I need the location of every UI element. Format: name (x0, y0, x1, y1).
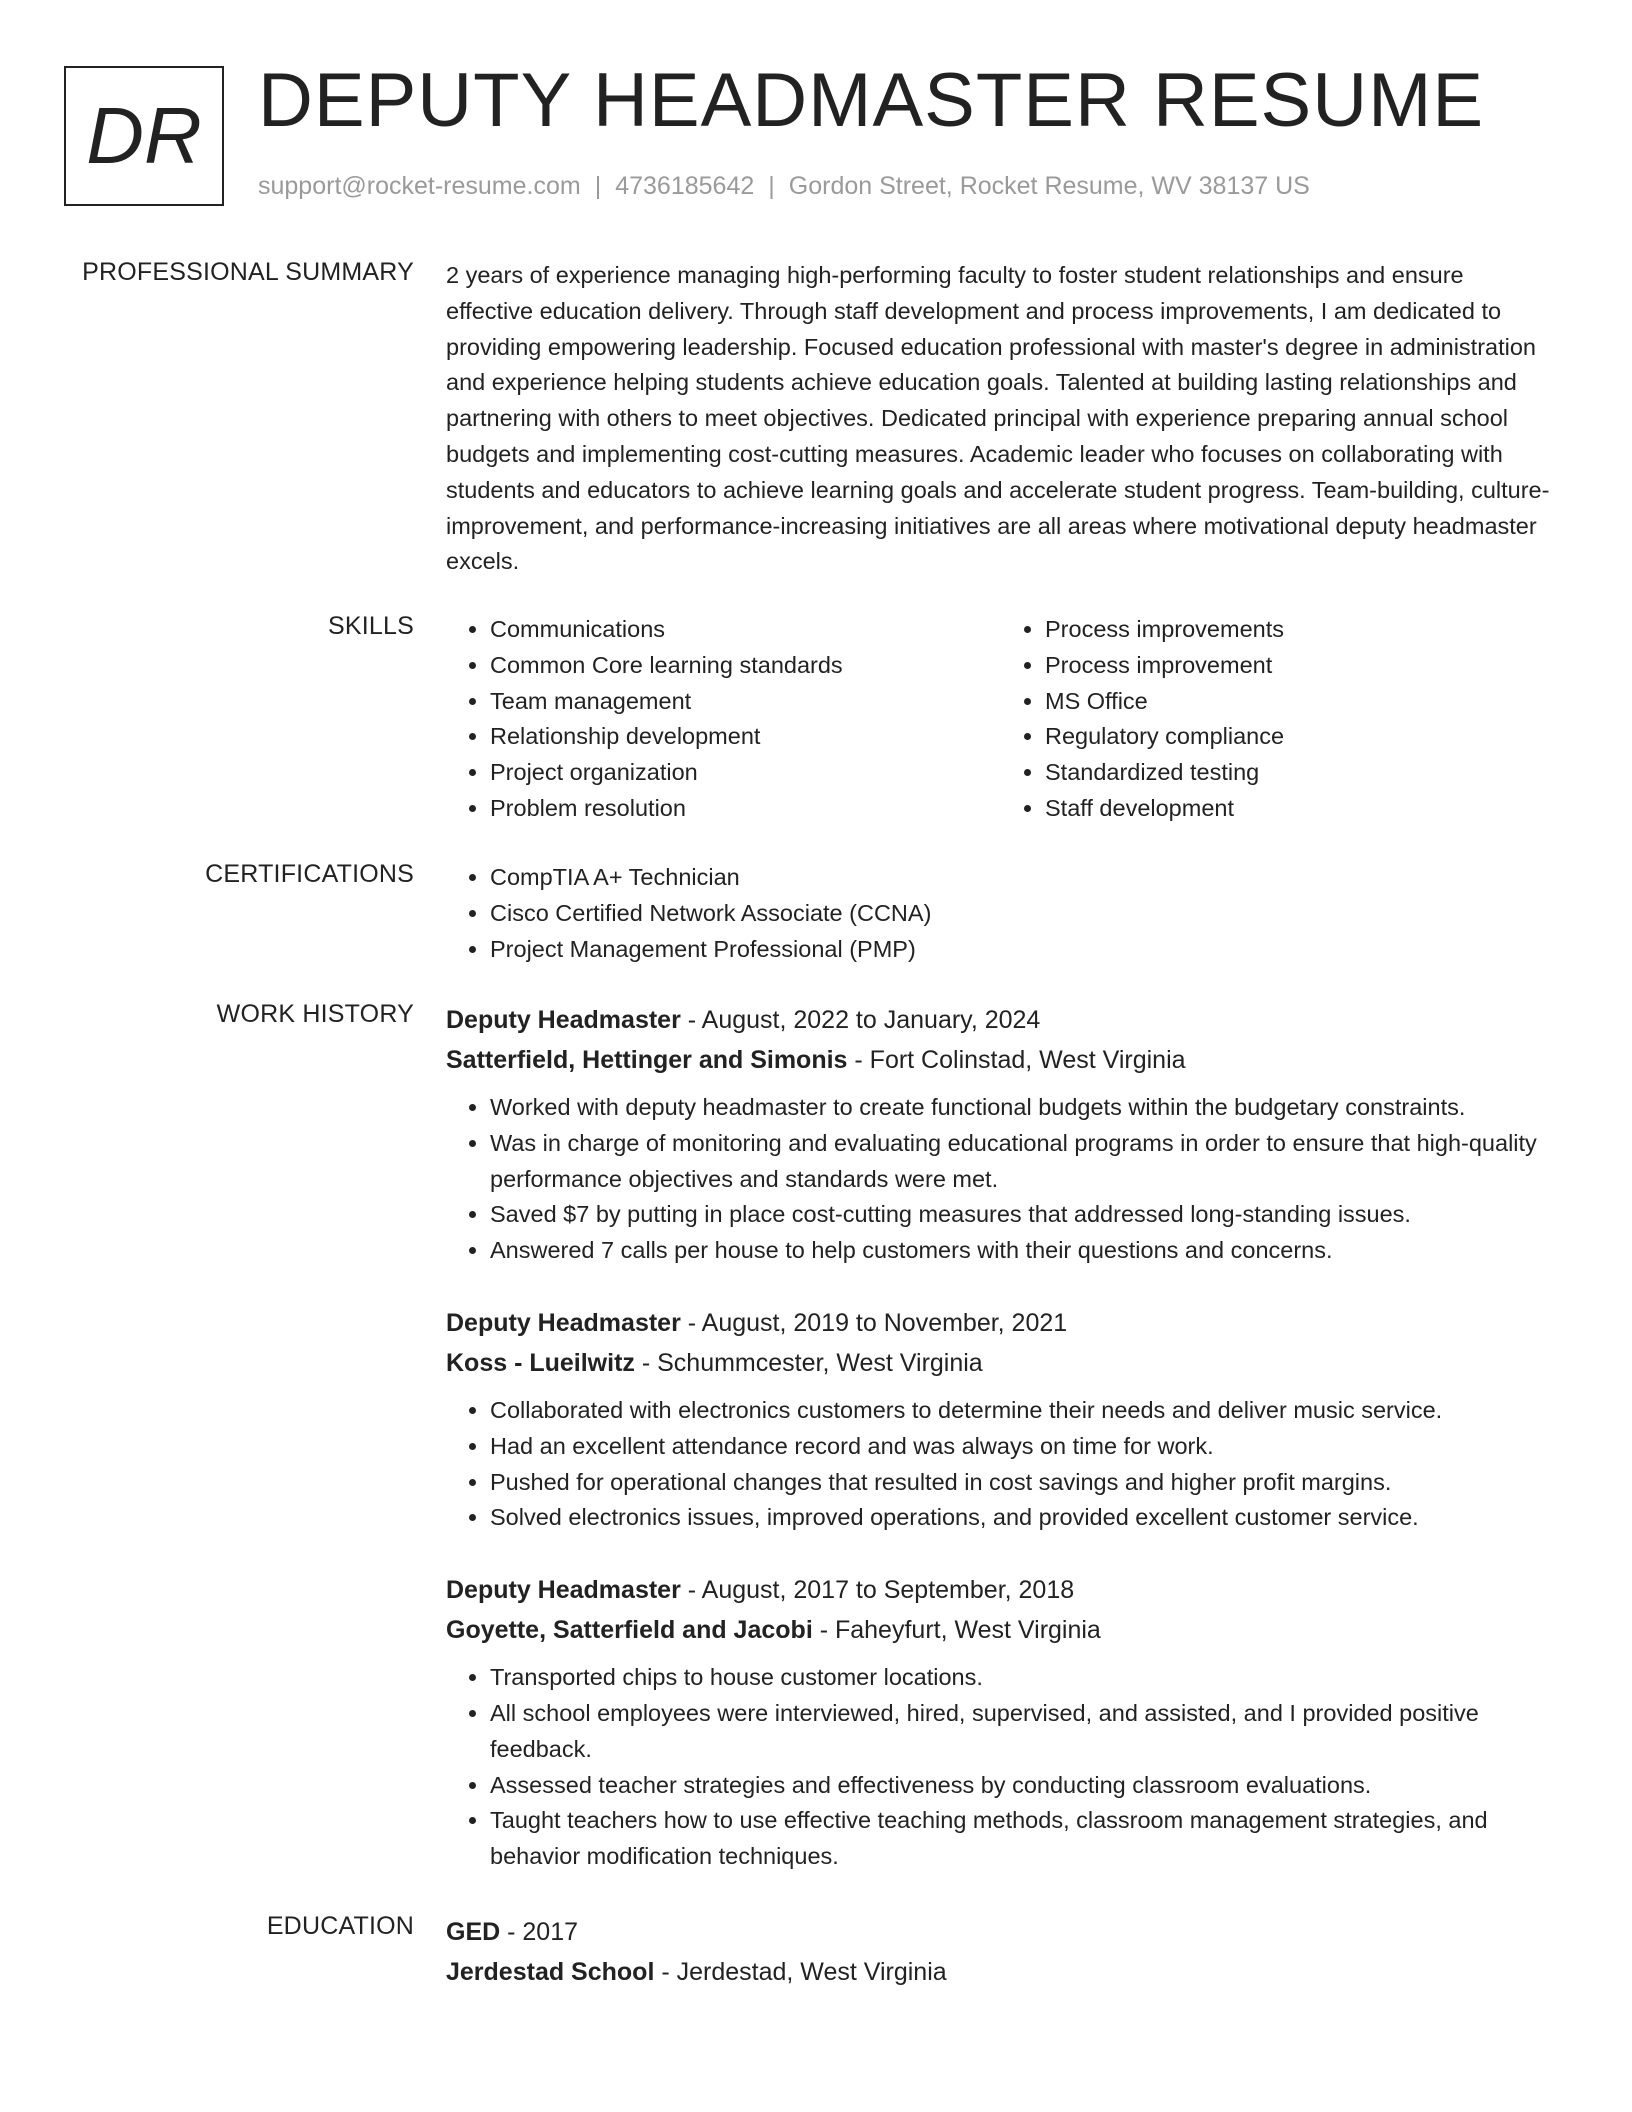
summary-label: PROFESSIONAL SUMMARY (82, 258, 414, 286)
job-company: Satterfield, Hettinger and Simonis (446, 1046, 848, 1074)
job-location: - Schummcester, West Virginia (634, 1348, 983, 1377)
work-history-label: WORK HISTORY (216, 1000, 414, 1028)
contact-address: Gordon Street, Rocket Resume, WV 38137 US (788, 172, 1310, 200)
monogram-badge: DR (64, 66, 224, 206)
job-bullets (446, 1660, 1556, 1875)
certification-item: • Cisco Certified Network Associate (CCNA) (490, 896, 1556, 932)
job-bullet: • Was in charge of monitoring and evaluating educational programs in order to ensure that high-quality performance objectives and standards were met. (490, 1126, 1556, 1198)
skill-item: • Relationship development (490, 719, 1001, 755)
job-company-line (446, 1610, 1556, 1650)
job-dates: - August, 2019 to November, 2021 (680, 1308, 1068, 1337)
job-title-line (446, 1303, 1556, 1343)
job-company: Goyette, Satterfield and Jacobi (446, 1616, 813, 1645)
skill-item: • Process improvements (1045, 612, 1556, 648)
education-degree-line (446, 1912, 1556, 1952)
job-company-line (446, 1343, 1556, 1383)
education-school-line (446, 1952, 1556, 1992)
skills-list-left (446, 612, 1001, 827)
job-title-line (446, 1000, 1556, 1040)
job-company: Koss - Lueilwitz (446, 1348, 635, 1377)
job-bullets (446, 1090, 1556, 1269)
certification-item: • CompTIA A+ Technician (490, 860, 1556, 896)
education-degree: GED (446, 1918, 501, 1946)
skill-item: • Standardized testing (1045, 755, 1556, 791)
job-entry (446, 1303, 1556, 1536)
job-title: Deputy Headmaster (446, 1006, 681, 1034)
contact-separator: | (594, 172, 602, 200)
job-entry (446, 1570, 1556, 1875)
skill-item: • MS Office (1045, 684, 1556, 720)
skills-list-right (1001, 612, 1556, 827)
skill-item: • Common Core learning standards (490, 648, 1001, 684)
certifications-list (446, 860, 1556, 967)
job-bullet: • Taught teachers how to use effective teaching methods, classroom management strategies, and behavior modification techniques. (490, 1803, 1556, 1875)
resume-title: DEPUTY HEADMASTER RESUME (258, 58, 1485, 143)
skill-item: • Team management (490, 684, 1001, 720)
education-label: EDUCATION (266, 1912, 414, 1940)
job-dates: - August, 2017 to September, 2018 (680, 1576, 1075, 1605)
job-bullet: • Transported chips to house customer locations. (490, 1660, 1556, 1696)
job-bullet: • Had an excellent attendance record and was always on time for work. (490, 1429, 1556, 1465)
skill-item: • Communications (490, 612, 1001, 648)
skill-item: • Regulatory compliance (1045, 719, 1556, 755)
job-bullet: • All school employees were interviewed, hired, supervised, and assisted, and I provided positive feedback. (490, 1696, 1556, 1768)
job-bullet: • Pushed for operational changes that resulted in cost savings and higher profit margins. (490, 1465, 1556, 1501)
contact-email: support@rocket-resume.com (258, 172, 581, 200)
job-bullets (446, 1393, 1556, 1536)
job-dates: - August, 2022 to January, 2024 (680, 1006, 1041, 1034)
contact-line (258, 172, 1310, 201)
job-company-line (446, 1040, 1556, 1080)
job-bullet: • Assessed teacher strategies and effectiveness by conducting classroom evaluations. (490, 1768, 1556, 1804)
education-year: - 2017 (500, 1918, 579, 1946)
job-location: - Faheyfurt, West Virginia (812, 1616, 1101, 1645)
skill-item: • Staff development (1045, 791, 1556, 827)
job-title: Deputy Headmaster (446, 1308, 681, 1337)
certification-item: • Project Management Professional (PMP) (490, 932, 1556, 968)
education-location: - Jerdestad, West Virginia (654, 1958, 947, 1986)
job-bullet: • Saved $7 by putting in place cost-cutting measures that addressed long-standing issues. (490, 1197, 1556, 1233)
job-entry (446, 1000, 1556, 1269)
resume-header (0, 0, 1632, 230)
job-location: - Fort Colinstad, West Virginia (847, 1046, 1186, 1074)
summary-text: 2 years of experience managing high-performing faculty to foster student relationships and ensure effective education delivery. Through staff development and process improvements, I am dedicated to providing empowering leadership. Focused education professional with master's degree in administration and experience helping students achieve education goals. Talented at building lasting relationships and partnering with others to meet objectives. Dedicated principal with experience preparing annual school budgets and implementing cost-cutting measures. Academic leader who focuses on collaborating with students and educators to achieve learning goals and accelerate student progress. Team-building, culture-improvement, and performance-increasing initiatives are all areas where motivational deputy headmaster excels. (446, 262, 1550, 575)
contact-separator: | (768, 172, 775, 200)
job-title: Deputy Headmaster (446, 1576, 681, 1605)
education-school: Jerdestad School (446, 1958, 655, 1986)
skill-item: • Process improvement (1045, 648, 1556, 684)
job-bullet: • Worked with deputy headmaster to create functional budgets within the budgetary constraints. (490, 1090, 1556, 1126)
job-bullet: • Collaborated with electronics customers to determine their needs and deliver music service. (490, 1393, 1556, 1429)
skill-item: • Problem resolution (490, 791, 1001, 827)
skill-item: • Project organization (490, 755, 1001, 791)
job-bullet: • Solved electronics issues, improved operations, and provided excellent customer service. (490, 1500, 1556, 1536)
skills-label: SKILLS (328, 612, 414, 640)
job-title-line (446, 1570, 1556, 1610)
contact-phone: 4736185642 (615, 172, 755, 200)
certifications-label: CERTIFICATIONS (205, 860, 414, 888)
job-bullet: • Answered 7 calls per house to help customers with their questions and concerns. (490, 1233, 1556, 1269)
